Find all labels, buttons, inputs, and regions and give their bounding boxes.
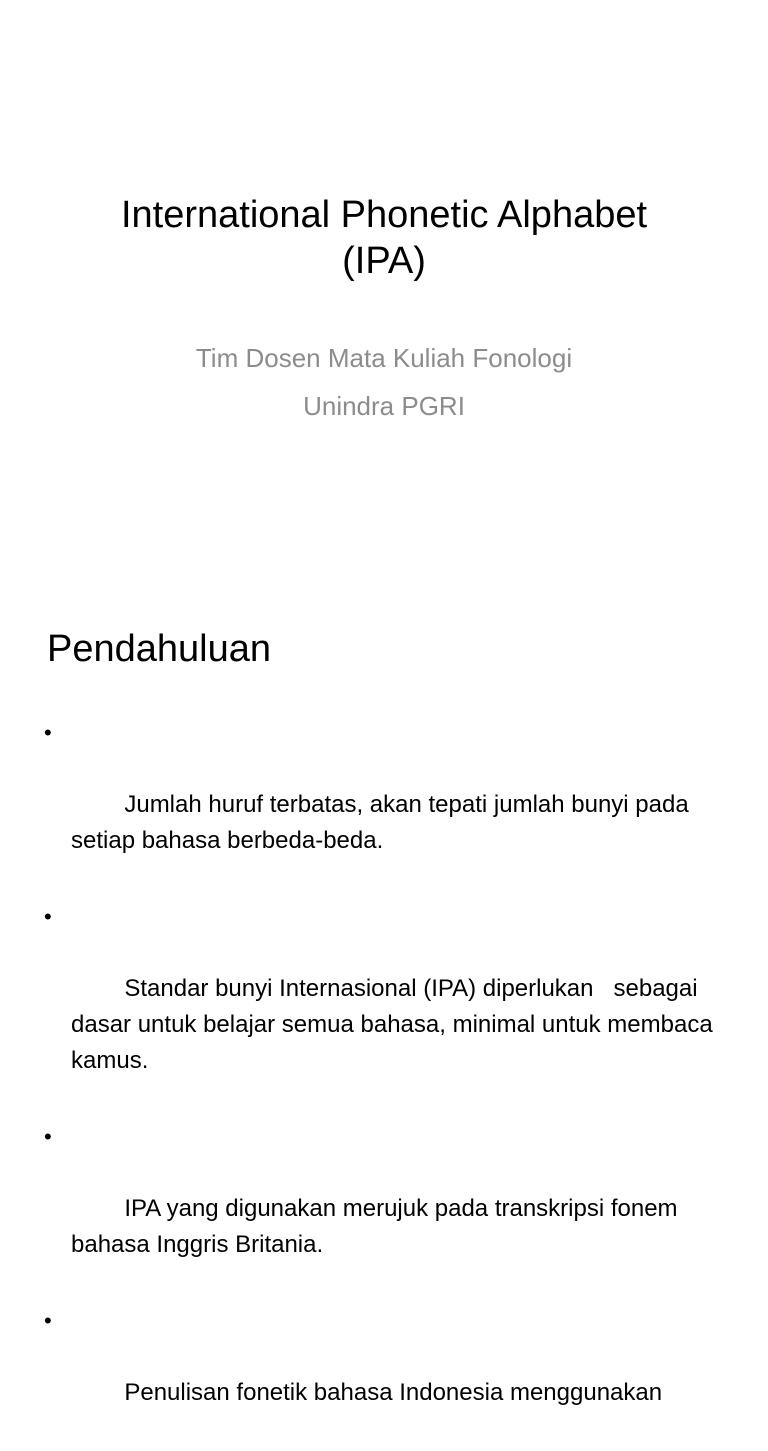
bullet-item — [44, 899, 734, 1115]
bullet-item — [44, 1119, 734, 1299]
content-slide — [0, 576, 768, 1406]
slide-subtitle-line-2: Unindra PGRI — [303, 391, 465, 421]
slide-subtitle — [40, 334, 728, 430]
slide-title — [40, 192, 728, 284]
bullet-list — [44, 715, 734, 1451]
title-slide — [0, 0, 768, 576]
bullet-icon: • — [44, 1124, 52, 1149]
bullet-icon: • — [44, 904, 52, 929]
slide-subtitle-line-1: Tim Dosen Mata Kuliah Fonologi — [195, 343, 573, 373]
bullet-icon: • — [44, 720, 52, 745]
slide-title-line-1: International Phonetic Alphabet — [120, 194, 648, 236]
bullet-text: IPA yang digunakan merujuk pada transkripsi fonem bahasa Inggris Britania. — [71, 1195, 685, 1258]
slide-title-line-2: (IPA) — [342, 240, 426, 282]
bullet-item — [44, 715, 734, 895]
bullet-icon: • — [44, 1308, 52, 1333]
bullet-text: Penulisan fonetik bahasa Indonesia menggunakan — [124, 1379, 663, 1406]
bullet-text: Standar bunyi Internasional (IPA) diperlukan sebagai dasar untuk belajar semua bahasa, minimal untuk membaca kamus. — [71, 975, 720, 1074]
content-slide-title: Pendahuluan — [47, 628, 271, 670]
bullet-text: Jumlah huruf terbatas, akan tepati jumlah bunyi pada setiap bahasa berbeda-beda. — [71, 791, 696, 854]
bullet-item — [44, 1303, 734, 1447]
